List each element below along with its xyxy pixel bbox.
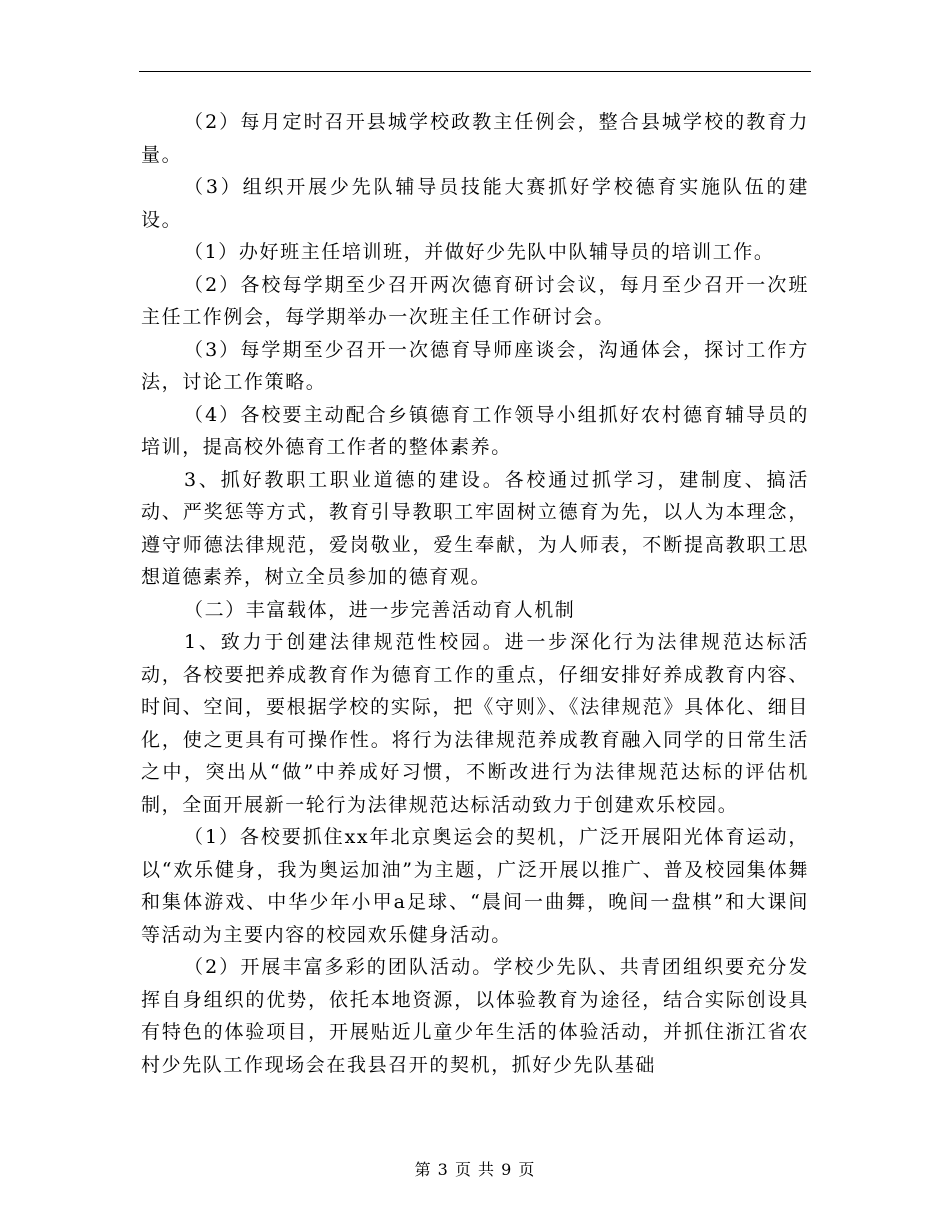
- paragraph-1: （2）每月定时召开县城学校政教主任例会，整合县城学校的教育力量。: [141, 111, 809, 166]
- paragraph-4: （2）各校每学期至少召开两次德育研讨会议，每月至少召开一次班主任工作例会，每学期举办一次班主任工作研讨会。: [141, 273, 809, 328]
- paragraph-7: 3、抓好教职工职业道德的建设。各校通过抓学习，建制度、搞活动、严奖惩等方式，教育引导教职工牢固树立德育为先，以人为本理念，遵守师德法律规范，爱岗敬业，爱生奉献，为人师表，不断提高教职工思想道德素养，树立全员参加的德育观。: [141, 468, 809, 588]
- paragraph-10: （1）各校要抓住xx年北京奥运会的契机，广泛开展阳光体育运动，以“欢乐健身，我为奥运加油”为主题，广泛开展以推广、普及校园集体舞和集体游戏、中华少年小甲a足球、“晨间一曲舞，晚间一盘棋”和大课间等活动为主要内容的校园欢乐健身活动。: [141, 826, 809, 946]
- paragraph-6: （4）各校要主动配合乡镇德育工作领导小组抓好农村德育辅导员的培训，提高校外德育工作者的整体素养。: [141, 403, 809, 458]
- paragraph-11: （2）开展丰富多彩的团队活动。学校少先队、共青团组织要充分发挥自身组织的优势，依托本地资源，以体验教育为途径，结合实际创设具有特色的体验项目，开展贴近儿童少年生活的体验活动，并抓住浙江省农村少先队工作现场会在我县召开的契机，抓好少先队基础: [141, 956, 809, 1076]
- document-body: [141, 106, 809, 1081]
- paragraph-2: （3）组织开展少先队辅导员技能大赛抓好学校德育实施队伍的建设。: [141, 176, 809, 231]
- paragraph-9: 1、致力于创建法律规范性校园。进一步深化行为法律规范达标活动，各校要把养成教育作为德育工作的重点，仔细安排好养成教育内容、时间、空间，要根据学校的实际，把《守则》、《法律规范》具体化、细目化，使之更具有可操作性。将行为法律规范养成教育融入同学的日常生活之中，突出从“做”中养成好习惯，不断改进行为法律规范达标的评估机制，全面开展新一轮行为法律规范达标活动致力于创建欢乐校园。: [141, 631, 809, 816]
- paragraph-5: （3）每学期至少召开一次德育导师座谈会，沟通体会，探讨工作方法，讨论工作策略。: [141, 338, 809, 393]
- paragraph-3: （1）办好班主任培训班，并做好少先队中队辅导员的培训工作。: [184, 241, 775, 263]
- section-heading: （二）丰富载体，进一步完善活动育人机制: [184, 598, 576, 621]
- header-rule: [139, 71, 811, 72]
- page-footer: 第 3 页 共 9 页: [414, 1160, 536, 1179]
